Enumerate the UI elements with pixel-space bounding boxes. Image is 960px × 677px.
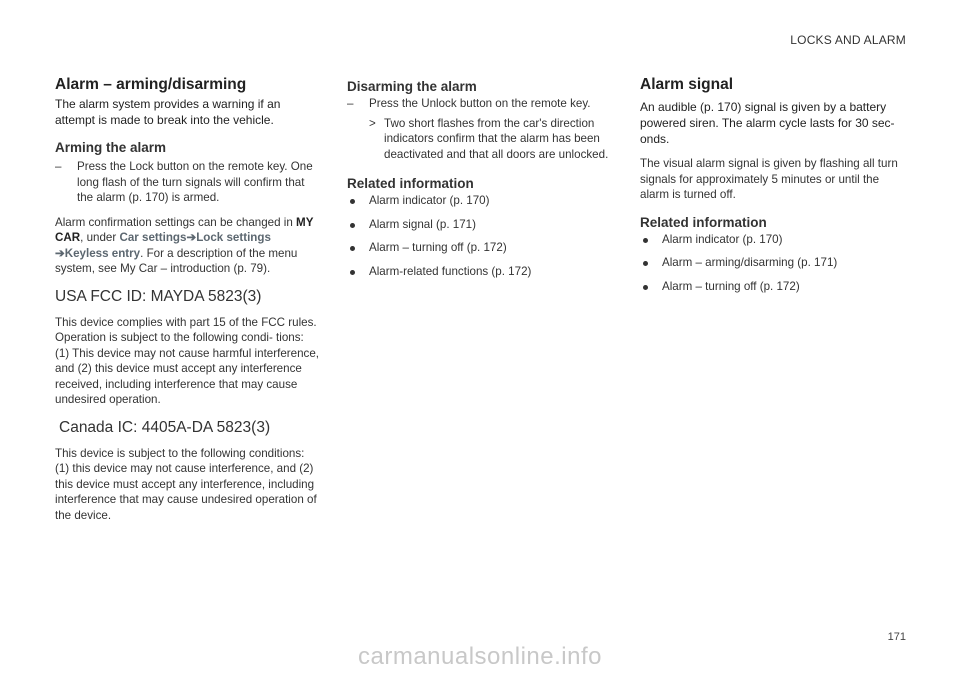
related-link[interactable] [347, 240, 613, 256]
dash-marker: – [347, 97, 354, 110]
arrow-right-icon: ➔ [186, 231, 197, 244]
column-arming-disarming [55, 76, 320, 523]
settings-paragraph [55, 215, 320, 277]
fcc-text: This device complies with part 15 of the FCC rules. Operation is subject to the following condi- tions: (1) This device may not cause harmful interference, and (2) this device must accept any interference received, including interference that may cause undesired operation. [55, 315, 319, 406]
settings-under-text: , under [80, 231, 120, 244]
related-link[interactable] [347, 264, 613, 280]
section-title: Alarm – arming/disarming [55, 76, 247, 93]
column-alarm-signal [640, 76, 906, 294]
disarm-result-text: Two short flashes from the car's direction indicators confirm that the alarm has been deactivated and that all doors are unlocked. [384, 116, 609, 161]
disarm-step [347, 96, 613, 112]
related-link-text: Alarm indicator (p. 170) [662, 232, 783, 246]
canada-text: This device is subject to the following conditions: (1) this device may not cause interference, and (2) this device must accept any interference, including interference that may cause undesired operation of the device. [55, 446, 317, 522]
fcc-heading: USA FCC ID: MAYDA 5823(3) [55, 287, 262, 305]
related-link[interactable] [640, 255, 906, 271]
related-heading: Related information [347, 176, 474, 191]
arming-step-text: Press the Lock button on the remote key. One long flash of the turn signals will confirm that the alarm (p. 170) is armed. [77, 160, 313, 204]
disarm-step-text: Press the Unlock button on the remote key. [369, 97, 591, 110]
related-heading: Related information [640, 214, 767, 230]
bullet-icon [643, 238, 648, 243]
related-link[interactable] [640, 232, 906, 248]
menu-car-settings: Car settings [119, 231, 187, 244]
related-link[interactable] [640, 279, 906, 295]
related-link-text: Alarm – arming/disarming (p. 171) [662, 256, 838, 269]
running-header: LOCKS AND ALARM [790, 33, 906, 47]
signal-intro-text: An audible (p. 170) signal is given by a battery powered siren. The alarm cycle lasts for 30 sec- onds. [640, 100, 895, 146]
menu-mycar: MY CAR [55, 215, 314, 244]
menu-lock-settings: Lock settings [196, 231, 271, 244]
watermark: carmanualsonline.info [358, 643, 602, 670]
visual-signal-text: The visual alarm signal is given by flashing all turn signals for approximately 5 minutes or until the alarm is turned off. [640, 157, 898, 201]
bullet-icon [350, 223, 355, 228]
related-link-text: Alarm – turning off (p. 172) [369, 241, 507, 254]
canada-heading: Canada IC: 4405A-DA 5823(3) [59, 418, 271, 436]
settings-pre-text: Alarm confirmation settings can be changed in [55, 215, 297, 229]
arming-heading: Arming the alarm [55, 140, 167, 155]
related-link[interactable] [347, 193, 613, 209]
dash-marker: – [55, 160, 62, 173]
related-link[interactable] [347, 217, 613, 233]
related-link-text: Alarm-related functions (p. 172) [369, 264, 532, 278]
related-link-text: Alarm indicator (p. 170) [369, 194, 490, 207]
related-link-text: Alarm signal (p. 171) [369, 217, 476, 231]
arming-step [55, 159, 320, 206]
disarm-result [347, 116, 613, 163]
column-disarming [347, 79, 613, 279]
bullet-icon [643, 261, 648, 266]
section-title: Alarm signal [640, 76, 734, 93]
related-link-text: Alarm – turning off (p. 172) [662, 279, 800, 293]
bullet-icon [643, 285, 648, 290]
bullet-icon [350, 246, 355, 251]
result-marker: > [369, 116, 376, 130]
intro-text: The alarm system provides a warning if an attempt is made to break into the vehicle. [55, 97, 281, 127]
bullet-icon [350, 270, 355, 275]
menu-keyless-entry: Keyless entry [64, 246, 141, 260]
settings-post-text: . For a description of the menu system, see My Car – introduction (p. 79). [55, 246, 298, 275]
disarm-heading: Disarming the alarm [347, 79, 477, 94]
arrow-right-icon: ➔ [55, 246, 65, 260]
bullet-icon [350, 199, 355, 204]
page-number: 171 [887, 631, 906, 643]
